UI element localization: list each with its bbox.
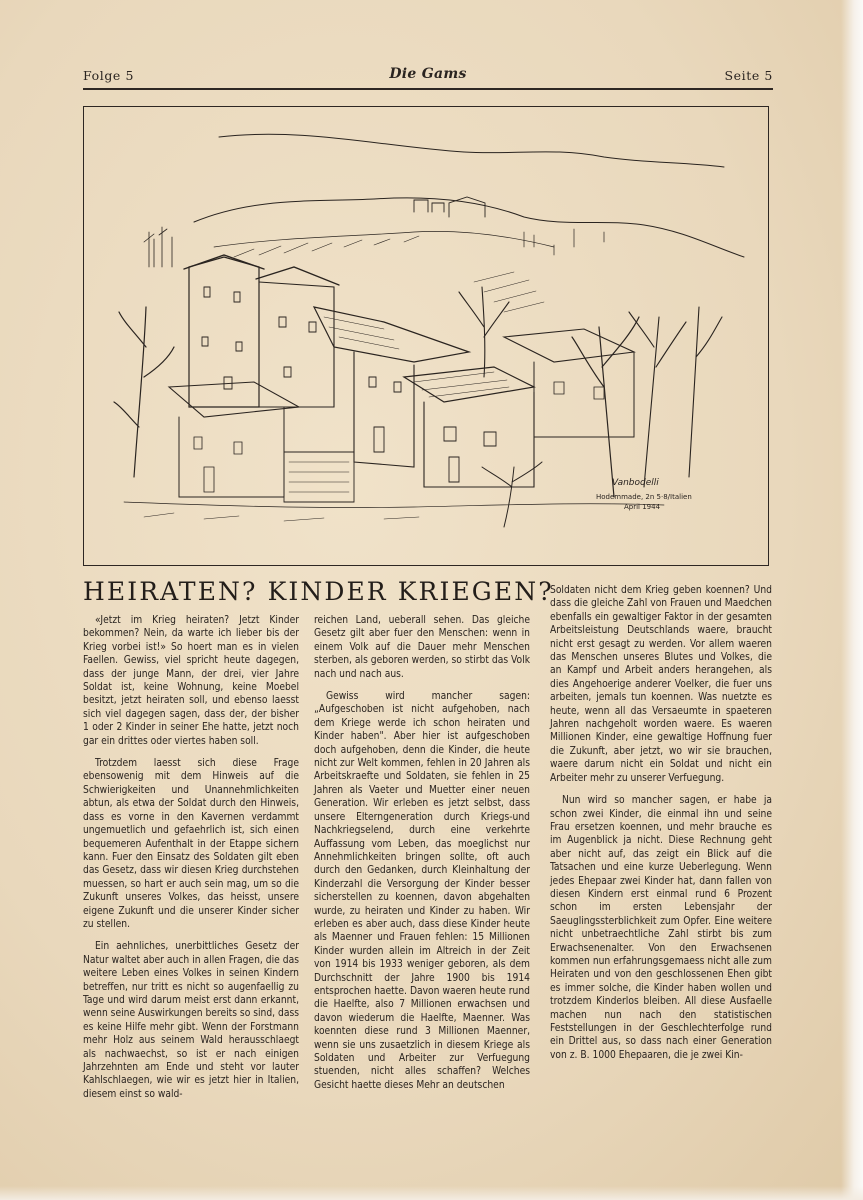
article-column-1 [83, 614, 299, 1110]
signature-caption-line1: Hodemmade, 2n 5·8/Italien [596, 493, 692, 501]
paragraph: Soldaten nicht dem Krieg geben koennen? Und dass die gleiche Zahl von Frauen und Maedchen ebenfalls ein gewaltiger Faktor in der gesamten Arbeitsleistung Deutschlands waere, braucht nicht erst gesagt zu werden. Vor allem waeren das Menschen unseres Blutes und Volkes, die an Kampf und Arbeit anders herangehen, als dies Angehoerige anderer Voelker, die fuer uns arbeiten, jemals tun koennen. Was nuetzte es heute, wenn all das Versaeumte in spaeteren Jahren nachgeholt worden waere. Es waeren Millionen Kinder, eine gewaltige Hoffnung fuer die Zukunft, aber jetzt, wo wir sie brauchen, waere darum nicht ein Soldat und nicht ein Arbeiter mehr zu unserer Verfuegung. [550, 585, 772, 784]
paper-edge [841, 0, 863, 1200]
paragraph: «Jetzt im Krieg heiraten? Jetzt Kinder bekommen? Nein, da warte ich lieber bis der Krieg vorbei ist!» So hoert man es in vielen Faellen. Gewiss, viel spricht heute dagegen, dass der junge Mann, der drei, vier Jahre Soldat ist, keine Wohnung, keine Moebel besitzt, jetzt heiraten soll, und ebenso laesst sich viel dagegen sagen, dass der, der bisher 1 oder 2 Kinder in seiner Ehe hatte, jetzt noch gar ein drittes oder viertes haben soll. [83, 615, 299, 747]
article-headline: HEIRATEN? KINDER KRIEGEN? [83, 577, 554, 606]
paper-edge-bottom [0, 1186, 863, 1200]
signature-caption-line2: April 1944 [624, 503, 661, 511]
header-rule [83, 88, 773, 90]
page-header [83, 66, 773, 86]
paragraph: reichen Land, ueberall sehen. Das gleiche Gesetz gilt aber fuer den Menschen: wenn in einem Volk auf die Dauer mehr Menschen sterben, als geboren werden, so stirbt das Volk nach und nach aus. [314, 615, 530, 680]
paragraph: Nun wird so mancher sagen, er habe ja schon zwei Kinder, die einmal ihn und seine Frau ersetzen koennen, und mehr brauche es im Augenblick ja nicht. Diese Rechnung geht aber nicht auf, das zeigt ein Blick auf die Tatsachen und eine kurze Ueberlegung. Wenn jedes Ehepaar zwei Kinder hat, dann fallen von diesen Kindern erst einmal rund 6 Prozent schon im ersten Lebensjahr der Saeuglingssterblichkeit zum Opfer. Eine weitere nicht unbetraechtliche Zahl stirbt bis zum Erwachsenenalter. Von den Erwachsenen kommen nun erfahrungsgemaess nicht alle zum Heiraten und von den geschlossenen Ehen gibt es immer solche, die Kinder haben wollen und trotzdem Kinderlos bleiben. All diese Ausfaelle machen nun nach den statistischen Feststellungen in der Geschlechterfolge rund ein Drittel aus, so dass nach einer Generation von z. B. 1000 Ehepaaren, die je zwei Kin- [550, 795, 772, 1061]
illustration-frame [83, 106, 769, 566]
paragraph: Trotzdem laesst sich diese Frage ebensowenig mit dem Hinweis auf die Schwierigkeiten und Unannehmlichkeiten abtun, als etwa der Soldat durch den Hinweis, dass es vorne in den Kavernen verdammt ungemuetlich und gefaehrlich ist, sich einen bequemeren Aufenthalt in der Etappe sichern kann. Fuer den Einsatz des Soldaten gilt eben das Gesetz, dass wir diesen Krieg durchstehen muessen, so hart er auch sein mag, um so die Zukunft unseres Volkes, das heisst, unsere eigene Zukunft und die unserer Kinder sicher zu stellen. [83, 758, 299, 930]
paragraph: Gewiss wird mancher sagen: „Aufgeschoben ist nicht aufgehoben, nach dem Kriege werde ich schon heiraten und Kinder haben". Aber hier ist aufgeschoben doch aufgehoben, denn die Kinder, die heute nicht zur Welt kommen, fehlen in 20 Jahren als Arbeitskraefte und Soldaten, sie fehlen in 25 Jahren als Vaeter und Muetter einer neuen Generation. Wir erleben es jetzt selbst, dass unsere Elterngeneration durch Kriegs-und Nachkriegselend, durch eine verkehrte Auffassung vom Leben, das moeglichst nur Annehmlichkeiten bringen sollte, oft auch durch den Gedanken, durch Kleinhaltung der Kinderzahl die Versorgung der Kinder besser sicherstellen zu koennen, davon abgehalten wurde, zu heiraten und Kinder zu haben. Wir erleben es aber auch, dass diese Kinder heute als Maenner und Frauen fehlen: 15 Millionen Kinder wurden allein im Altreich in der Zeit von 1914 bis 1933 weniger geboren, als dem Durchschnitt der Jahre 1900 bis 1914 entsprochen haette. Davon waeren heute rund die Haelfte, also 7 Millionen erwachsen und davon wiederum die Haelfte, Maenner. Was koennten diese rund 3 Millionen Maenner, wenn sie uns zusaetzlich in diesem Kriege als Soldaten und Arbeiter zur Verfuegung stuenden, nicht alles schaffen? Welches Gesicht haette dieses Mehr an deutschen [314, 691, 530, 1091]
issue-number: Folge 5 [83, 68, 135, 83]
village-sketch [84, 107, 767, 564]
artist-signature: Vanbodelli [612, 478, 659, 488]
paragraph: Ein aehnliches, unerbittliches Gesetz der Natur waltet aber auch in allen Fragen, die das weitere Leben eines Volkes in seinen Kindern betreffen, nur tritt es nicht so augenfaellig zu Tage und wird darum meist erst dann erkannt, wenn seine Auswirkungen bereits so sind, dass es keine Hilfe mehr gibt. Wenn der Forstmann mehr Holz aus seinem Wald herausschlaegt als nachwaechst, so ist er nach einigen Jahrzehnten am Ende und steht vor lauter Kahlschlaegen, wie wir es jetzt hier in Italien, diesem einst so wald- [83, 941, 299, 1100]
article-column-2 [314, 614, 530, 1101]
newspaper-title: Die Gams [389, 66, 467, 82]
article-column-3 [550, 584, 772, 1071]
page-number: Seite 5 [724, 68, 773, 83]
